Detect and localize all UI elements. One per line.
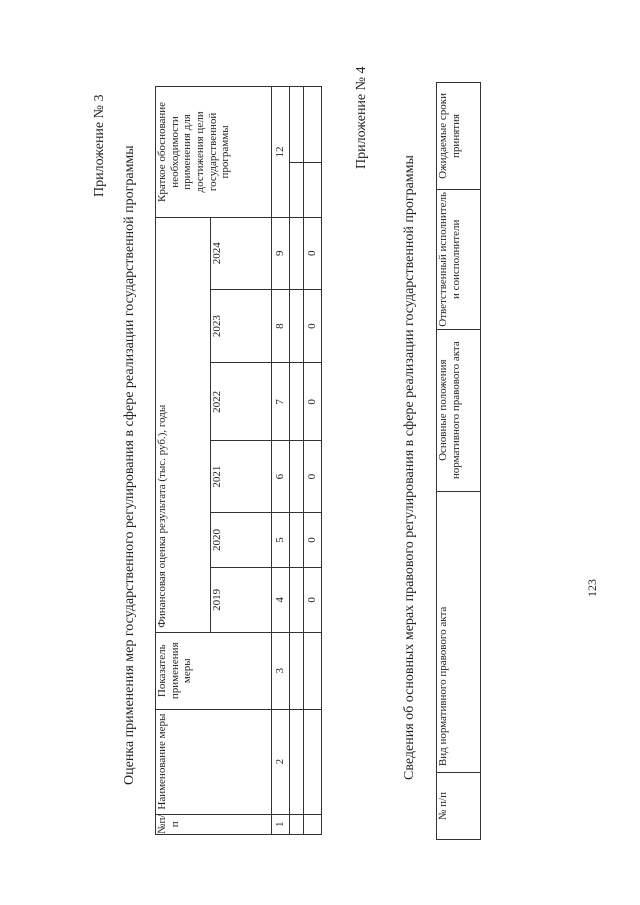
col-number: 4 — [271, 567, 289, 632]
total-value: 0 — [303, 217, 321, 289]
header-year: 2021 — [211, 441, 271, 513]
page-number: 123 — [585, 579, 599, 597]
empty-row — [289, 87, 303, 835]
header-rationale: Краткое обоснование необходимости применения для достижения цели государственной программы — [156, 87, 272, 218]
col-number: 9 — [271, 217, 289, 289]
col-number: 7 — [271, 363, 289, 441]
col-number: 12 — [271, 87, 289, 218]
appendix-3-label: Приложение № 3 — [92, 94, 107, 197]
header-num: №п/п — [156, 814, 272, 834]
total-row — [303, 87, 321, 835]
appendix-4-title: Сведения об основных мерах правового регулирования в сфере реализации государственной программы — [402, 155, 417, 780]
total-value: 0 — [303, 441, 321, 513]
header-year: 2020 — [211, 513, 271, 568]
col-number: 5 — [271, 513, 289, 568]
header-year: 2024 — [211, 217, 271, 289]
header-year: 2019 — [211, 567, 271, 632]
header-provisions: Основные положения нормативного правового акта — [437, 329, 481, 491]
header-indicator: Показатель применения меры — [156, 632, 272, 709]
header-year: 2022 — [211, 363, 271, 441]
header-name: Наименование меры — [156, 709, 272, 814]
total-value: 0 — [303, 567, 321, 632]
col-number: 2 — [271, 709, 289, 814]
col-number: 8 — [271, 289, 289, 363]
col-number: 6 — [271, 441, 289, 513]
total-value: 0 — [303, 289, 321, 363]
legal-measures-table — [436, 82, 481, 840]
col-number: 3 — [271, 632, 289, 709]
total-value: 0 — [303, 363, 321, 441]
header-act-type: Вид нормативного правового акта — [437, 491, 481, 773]
appendix-4-label: Приложение № 4 — [354, 66, 369, 169]
total-value: 0 — [303, 513, 321, 568]
header-num: № п/п — [437, 773, 481, 840]
measures-assessment-table — [155, 86, 322, 835]
header-deadlines: Ожидаемые сроки принятия — [437, 83, 481, 190]
col-number: 1 — [271, 814, 289, 834]
header-financial: Финансовая оценка результата (тыс. руб.), годы — [156, 217, 211, 632]
appendix-3-title: Оценка применения мер государственного регулирования в сфере реализации государственной программы — [122, 145, 137, 785]
column-numbers-row — [271, 87, 289, 835]
header-executor: Ответственный исполнитель и соисполнители — [437, 189, 481, 329]
header-year: 2023 — [211, 289, 271, 363]
